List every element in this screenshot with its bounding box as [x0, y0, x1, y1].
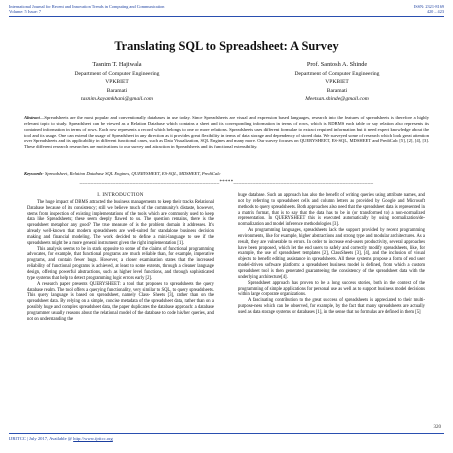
abstract-label: Abstract — [24, 115, 40, 120]
page-footer — [9, 436, 113, 441]
footer-text: IJRITCC | July 2017, Available @ — [9, 436, 74, 441]
page-number: 320 — [433, 425, 441, 430]
author-institute: VPKBIET — [325, 79, 349, 86]
left-column — [27, 193, 214, 323]
journal-issn: ISSN: 2321-8169 — [413, 4, 444, 9]
paragraph: A research paper presents QUERYSHEET: a tool that proposes to spreadsheets the query database realm. The tool offers a querying functionality, very similar to SQL, to query spreadsheets. This query language is based on spreadsheet, namely Class- Sheets [3], rather than on the spreadsheet data. By relying on a simple, concise metadata of the spreadsheet data, rather than on a possibly huge and complex spreadsheet data, the paper duplicates the database approach: a database programmer usually reasons about the relational model of the database to code his/her queries, and not on understanding the — [27, 281, 214, 322]
author-block-2 — [262, 61, 412, 104]
journal-header-left — [9, 4, 164, 14]
journal-header-right — [414, 4, 444, 14]
paper-title: Translating SQL to Spreadsheet: A Survey — [114, 39, 339, 53]
paragraph: This analysis seems to be in stark opposite to some of the claims of functional programming advocates, for example, that functional programs are much reliable than, for example, imperative programs, and contain fewer bugs. However, a closer examination states that the increased reliability of functional programs is achieved, at least to some extents, through a cleaner language design, offering powerful abstractions, such as higher level functions, and through sophisticated type systems that help to detect programming logic errors early [2]. — [27, 246, 214, 281]
header-divider — [9, 16, 444, 17]
paragraph: A fascinating contribution to the great success of spreadsheets is appreciated to their multi-purpose-ness which can be observed, for example, by the fact that many spreadsheets are actually used as data storage systems or databases [1], in the sense that no formulas are defined in them [5] — [238, 298, 425, 315]
paragraph: huge database. Such an approach has also the benefit of writing queries using attribute names, and not by referring to spreadsheet cells and column letters as provided by Google and Microsoft methods to query spreadsheets. Both approaches also need that the spreadsheet data is represented in a matrix format, that is to say that the data has to be in (or transformed to) a non-normalized representation. In QUERYSHEET this is executed automatically by using normalization/de-normalization and model inference methodologies [3]. — [238, 193, 425, 228]
paragraph: The huge impact of DBMS attracted the business managements to keep their tracks Relational Database because of its consistency; still we believe much of the community's distaste, however, stems from inspection of existing implementations of the tools which are commonly used to keep data like Spreadsheets; these seem deeply flawed to us. The question remains, there is the spreadsheet metaphor any good? The true measure of is the problem domain it addresses. It's already well-known that modern spreadsheets are well-suited for standalone business decision making and financial modeling. The work decided to define a mini-language to see if the spreadsheets might be a more general instrument given the right implementation [1]. — [27, 199, 214, 246]
author-city: Baramati — [326, 87, 348, 94]
keywords — [24, 171, 429, 177]
author-city: Baramati — [106, 87, 128, 94]
keywords-label: Keywords- — [24, 171, 44, 176]
author-email: Meetsan.shinde@gmail.com — [305, 96, 369, 103]
abstract-text: —Spreadsheets are the most popular and conventionally databases in use today. Since Spreadsheets are visual and expression based languages, research into the features of spreadsheets is therefore a highly relevant topic to study. Spreadsheet can be viewed as a Relation Database which contains a sheet and its corresponding information in terms of rows, which is RDBMS each table or say relation also represents its contained information in terms of rows. Each row represents a record which belongs to one or more relations. Spreadsheets uses different formulae to extract required information but it need expert knowledge about the tool and its usage. One can extend the usage of Spreadsheet in any direction as it provides great flexibility in terms of data storage and dependency of stored data. We surveyed some of research which look great attention over Spreadsheets and its applicability in different functional cases, such as Data Visualization, SQL Engines and many more. Our survey focuses on QUERYSHEET, ES-SQL, MDSHEET and PrediCalc [5], [2], [4], [3]. These different research researches are motivations to our survey and attraction in Spreadsheets and its functional extensibility. — [24, 115, 429, 150]
author-block-1 — [42, 61, 192, 104]
author-name: Tasnim T. Hajiwala — [92, 61, 142, 68]
author-email: tasnim.kayamkhani@gmail.com — [81, 96, 153, 103]
author-department: Department of Computer Engineering — [294, 70, 380, 77]
footer-divider — [9, 433, 444, 434]
journal-volume: Volume: 5 Issue: 7 — [9, 9, 42, 15]
author-institute: VPKBIET — [105, 79, 129, 86]
section-heading: I. INTRODUCTION — [97, 193, 144, 198]
author-department: Department of Computer Engineering — [74, 70, 160, 77]
author-name: Prof. Santosh A. Shinde — [306, 61, 368, 68]
right-column — [238, 193, 425, 316]
paragraph: As programming languages, spreadsheets lack the support provided by recent programming environments, like for example, higher abstractions and strong type and modular architectures. As a result, they are vulnerable to errors. In order to increase end-users productivity, several approaches have been proposed, which let the end users to safely and correctly modify spreadsheets, like, for example, the use of spreadsheet templates [2], ClassSheets [3], [4], and the inclusion of visual objects to benefit editing assistance in spreadsheets. All these systems propose a form of end user model-driven software platform: a spreadsheet business model is defined, from which a custom spreadsheet tool is then generated guaranteeing the consistency of the spreadsheet data with the underlying architecture[4]. — [238, 228, 425, 280]
journal-name: International Journal for Recent and Innovation Trends in Computing and Communication — [9, 4, 165, 9]
abstract — [24, 115, 429, 150]
section-separator: __________________________________________________*****__________________________________________________ — [79, 180, 374, 185]
journal-link[interactable]: http://www.ijritcc.org — [73, 436, 113, 441]
keywords-text: Spreadsheet, Relation Database SQL Engines, QUERYSHEET, ES-SQL, MDSHEET, PrediCalc — [43, 171, 221, 176]
paragraph: Spreadsheet approach has proven to be a long success stories, both in the context of the programming of simple applications for personal use as well as to support business model decisions within large corporate organizations. — [238, 280, 425, 298]
journal-pages: 420 – 423 — [426, 9, 444, 15]
